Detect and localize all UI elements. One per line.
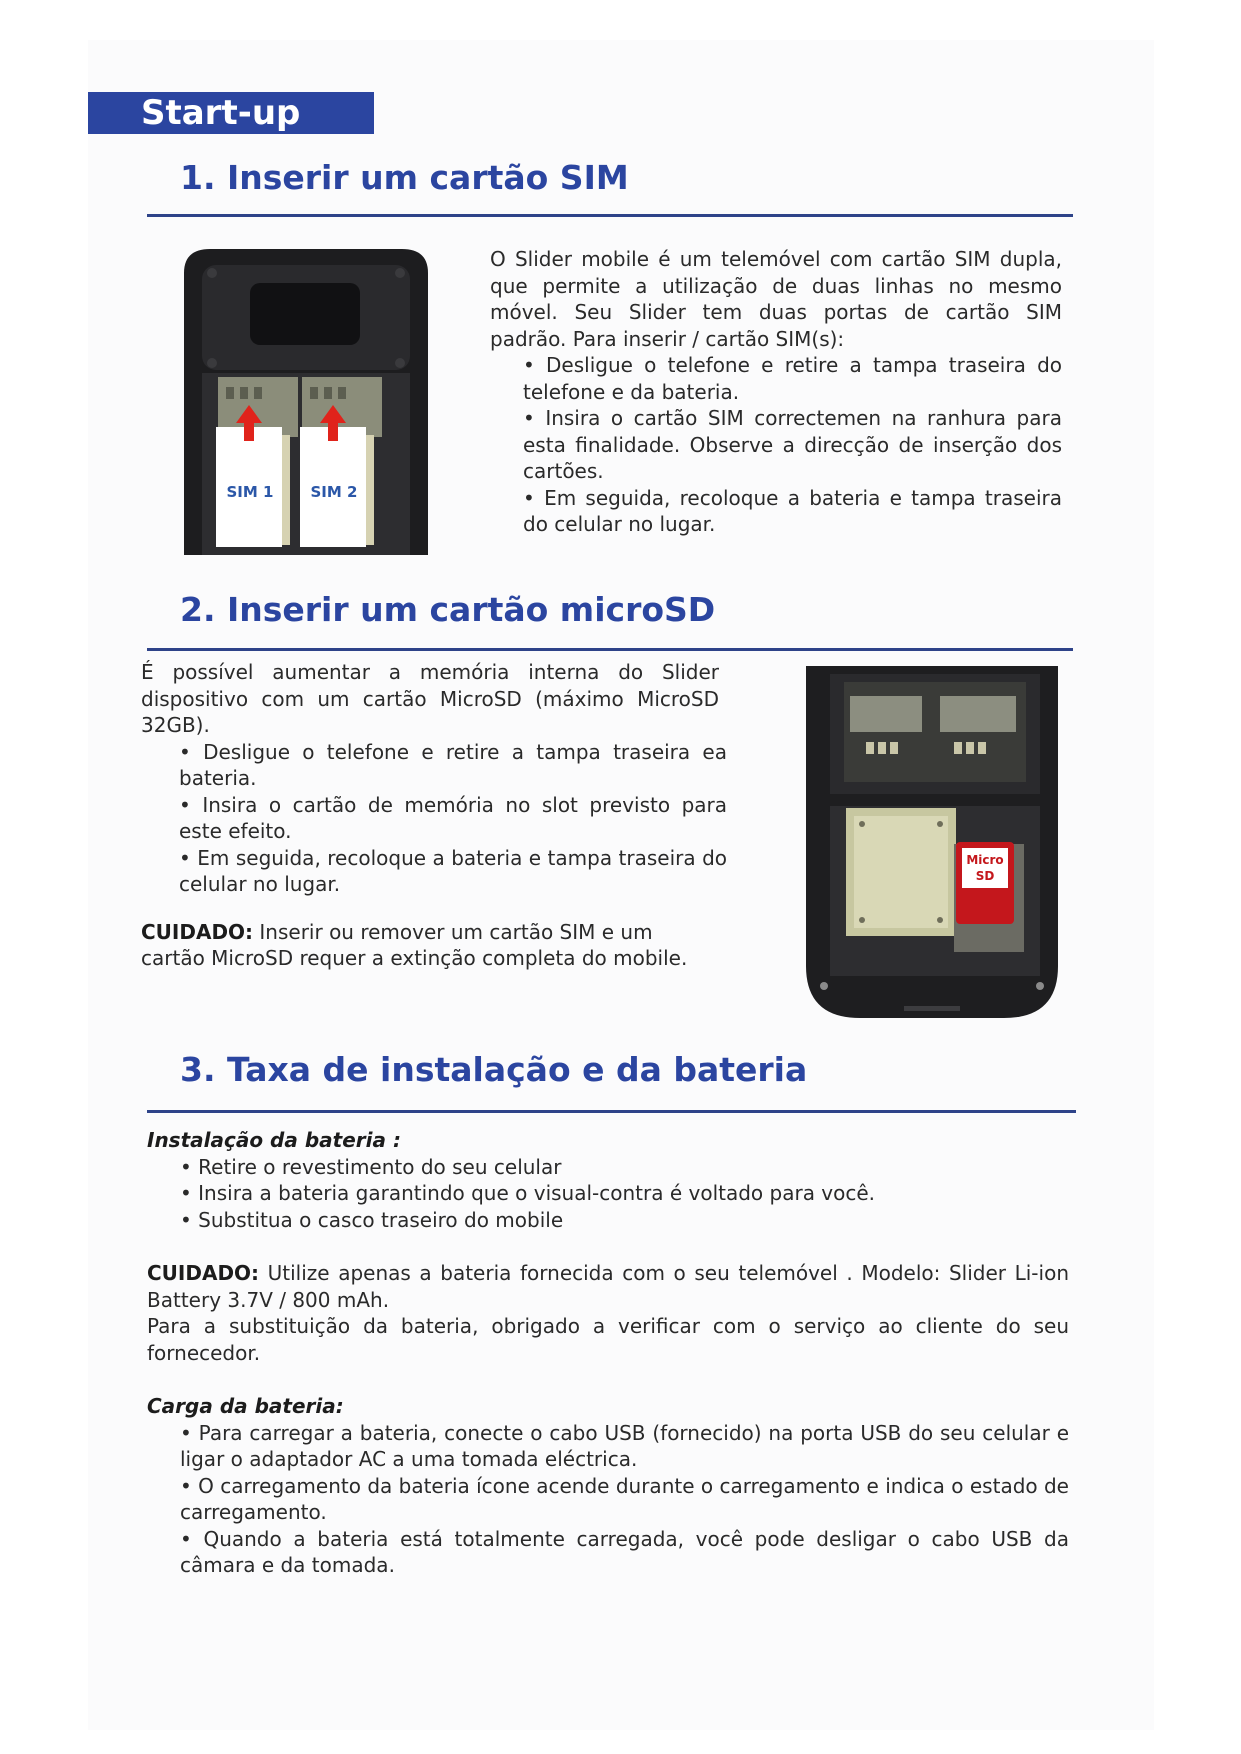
list-item: • Insira o cartão de memória no slot previsto para este efeito.: [179, 792, 727, 845]
microsd-steps-list: [179, 739, 727, 898]
microsd-text-block: [141, 659, 728, 972]
section-divider: [147, 648, 1073, 651]
install-heading: Instalação da bateria :: [147, 1128, 401, 1152]
sim-slots-photo: [180, 245, 432, 555]
section-divider: [147, 1110, 1076, 1113]
section-title-microsd: 2. Inserir um cartão microSD: [180, 590, 716, 629]
sim-intro: O Slider mobile é um telemóvel com cartão SIM dupla, que permite a utilização de duas linhas no mesmo móvel. Seu Slider tem duas portas de cartão SIM padrão. Para inserir / cartão SIM(s):: [490, 247, 1062, 351]
battery-caution: [147, 1260, 1069, 1313]
caution-label: CUIDADO:: [141, 919, 254, 944]
microsd-slot-photo: [804, 666, 1060, 1020]
section-title-battery: 3. Taxa de instalação e da bateria: [180, 1050, 808, 1089]
battery-install-block: [147, 1127, 1069, 1579]
install-steps-list: [180, 1154, 1069, 1234]
caution-text: Utilize apenas a bateria fornecida com o seu telemóvel . Modelo: Slider Li-ion Battery 3.7V / 800 mAh.: [147, 1261, 1069, 1312]
list-item: • Insira o cartão SIM correctemen na ranhura para esta finalidade. Observe a direcção de inserção dos cartões.: [523, 405, 1062, 485]
sim-text-block: [490, 246, 1062, 538]
microsd-intro: É possível aumentar a memória interna do Slider dispositivo com um cartão MicroSD (máximo MicroSD 32GB).: [141, 660, 719, 737]
list-item: • Retire o revestimento do seu celular: [180, 1154, 1069, 1181]
caution-label: CUIDADO:: [147, 1261, 260, 1285]
microsd-card-label-line1: Micro: [966, 853, 1004, 867]
list-item: • Substitua o casco traseiro do mobile: [180, 1207, 1069, 1234]
section-title-sim: 1. Inserir um cartão SIM: [180, 158, 629, 197]
list-item: • Insira a bateria garantindo que o visual-contra é voltado para você.: [180, 1180, 1069, 1207]
list-item: • Em seguida, recoloque a bateria e tampa traseira do celular no lugar.: [523, 485, 1062, 538]
charge-steps-list: [180, 1420, 1069, 1579]
sim-steps-list: [523, 352, 1062, 538]
microsd-caution: [141, 919, 719, 972]
charge-heading: Carga da bateria:: [147, 1394, 344, 1418]
microsd-card-label-line2: SD: [975, 869, 995, 883]
section-divider: [147, 214, 1073, 217]
list-item: • Desligue o telefone e retire a tampa traseira do telefone e da bateria.: [523, 352, 1062, 405]
sim1-label: SIM 1: [226, 483, 274, 501]
list-item: • Quando a bateria está totalmente carregada, você pode desligar o cabo USB da câmara e da tomada.: [180, 1526, 1069, 1579]
list-item: • O carregamento da bateria ícone acende durante o carregamento e indica o estado de carregamento.: [180, 1473, 1069, 1526]
sim2-label: SIM 2: [310, 483, 358, 501]
list-item: • Desligue o telefone e retire a tampa traseira ea bateria.: [179, 739, 727, 792]
list-item: • Para carregar a bateria, conecte o cabo USB (fornecido) na porta USB do seu celular e ligar o adaptador AC a uma tomada eléctrica.: [180, 1420, 1069, 1473]
replacement-note: Para a substituição da bateria, obrigado a verificar com o serviço ao cliente do seu fornecedor.: [147, 1314, 1069, 1365]
list-item: • Em seguida, recoloque a bateria e tampa traseira do celular no lugar.: [179, 845, 727, 898]
startup-banner: Start-up: [88, 92, 374, 134]
caution-text: Inserir ou remover um cartão SIM e um cartão MicroSD requer a extinção completa do mobile.: [141, 919, 688, 970]
